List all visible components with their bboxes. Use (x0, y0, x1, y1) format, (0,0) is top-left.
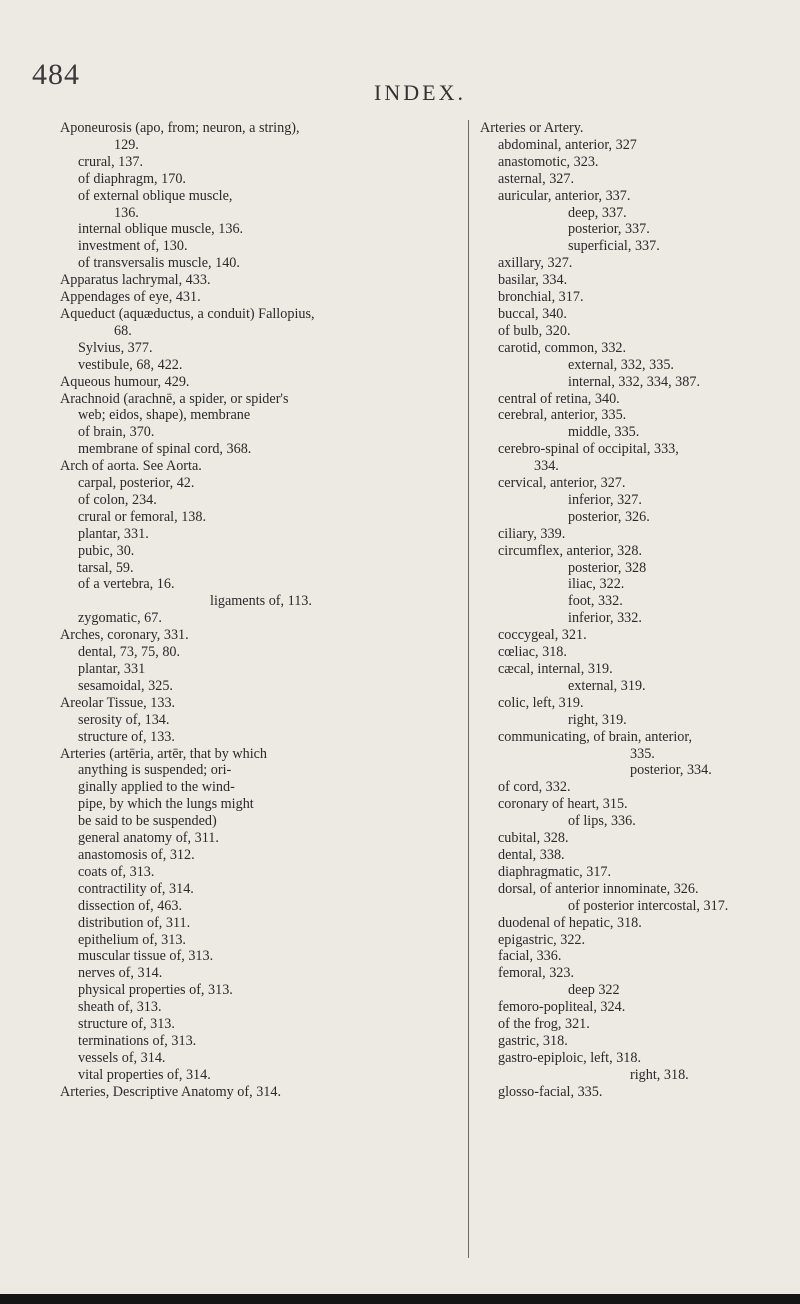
index-column-right (480, 120, 792, 1101)
page-bottom-edge (0, 1294, 800, 1304)
index-entry: bronchial, 317. (498, 289, 584, 306)
index-entry: of a vertebra, 16. (78, 576, 175, 593)
index-entry: inferior, 327. (568, 491, 642, 508)
index-entry: colic, left, 319. (498, 694, 584, 711)
index-entry: facial, 336. (498, 948, 562, 965)
index-entry: cerebro-spinal of occipital, 333, (498, 441, 679, 458)
index-entry: posterior, 326. (568, 508, 650, 525)
index-entry: circumflex, anterior, 328. (498, 542, 643, 559)
index-entry: membrane of spinal cord, 368. (78, 441, 252, 458)
index-entry: crural or femoral, 138. (78, 508, 207, 525)
index-entry: right, 318. (630, 1066, 689, 1083)
index-entry: distribution of, 311. (78, 914, 191, 931)
index-entry: middle, 335. (568, 424, 640, 441)
index-entry: investment of, 130. (78, 238, 188, 255)
index-entry: Aponeurosis (apo, from; neuron, a string), (60, 120, 300, 136)
index-entry: tarsal, 59. (78, 559, 134, 576)
index-entry: deep 322 (568, 982, 620, 999)
index-entry: 129. (114, 136, 139, 153)
index-entry: asternal, 327. (498, 170, 575, 187)
index-entry: diaphragmatic, 317. (498, 863, 612, 880)
index-entry: right, 319. (568, 711, 627, 728)
index-entry: glosso-facial, 335. (498, 1083, 603, 1100)
index-entry: superficial, 337. (568, 238, 660, 255)
index-entry: auricular, anterior, 337. (498, 187, 631, 204)
index-entry: Arch of aorta. See Aorta. (60, 458, 202, 475)
index-column-left (60, 120, 464, 1101)
index-entry: dorsal, of anterior innominate, 326. (498, 880, 699, 897)
index-entry: Arteries (artēria, artēr, that by which (60, 745, 268, 762)
index-entry: contractility of, 314. (78, 880, 194, 897)
index-entry: femoral, 323. (498, 965, 575, 982)
index-entry: ginally applied to the wind- (78, 779, 235, 796)
index-entry: cæcal, internal, 319. (498, 661, 613, 677)
index-entry: femoro-popliteal, 324. (498, 999, 626, 1016)
index-entry: foot, 332. (568, 593, 623, 610)
index-entry: external, 319. (568, 677, 646, 694)
index-entry: structure of, 133. (78, 728, 175, 745)
column-divider (468, 120, 469, 1258)
index-entry: plantar, 331. (78, 525, 149, 542)
index-entry: cœliac, 318. (498, 644, 567, 661)
index-entry: Aqueduct (aquæductus, a conduit) Fallopius, (60, 305, 315, 322)
index-entry: cerebral, anterior, 335. (498, 407, 627, 424)
index-entry: 334. (534, 458, 559, 475)
index-entry: anastomosis of, 312. (78, 846, 195, 863)
index-entry: Apparatus lachrymal, 433. (60, 272, 211, 289)
running-head: INDEX. (374, 80, 466, 105)
index-entry: epigastric, 322. (498, 931, 586, 948)
index-entry: of the frog, 321. (498, 1016, 590, 1033)
index-entry: nerves of, 314. (78, 965, 163, 982)
index-entry: central of retina, 340. (498, 390, 620, 407)
index-entry: general anatomy of, 311. (78, 830, 219, 847)
index-entry: dental, 73, 75, 80. (78, 644, 181, 661)
index-entry: gastro-epiploic, left, 318. (498, 1049, 642, 1066)
index-entry: plantar, 331 (78, 661, 146, 677)
index-entry: vessels of, 314. (78, 1049, 166, 1066)
index-entry: of posterior intercostal, 317. (568, 897, 729, 914)
index-entry: abdominal, anterior, 327 (498, 136, 637, 153)
index-entry: posterior, 337. (568, 221, 650, 238)
index-entry: posterior, 334. (630, 762, 712, 779)
index-entry: external, 332, 335. (568, 356, 674, 373)
index-entry: ligaments of, 113. (210, 593, 312, 610)
index-entry: 335. (630, 745, 655, 762)
index-entry: cubital, 328. (498, 830, 569, 847)
index-entry: coats of, 313. (78, 863, 155, 880)
index-entry: posterior, 328 (568, 559, 647, 576)
index-entry: crural, 137. (78, 153, 144, 170)
index-entry: internal, 332, 334, 387. (568, 373, 701, 390)
index-entry: physical properties of, 313. (78, 982, 233, 999)
index-entry: of diaphragm, 170. (78, 170, 186, 187)
index-entry: dissection of, 463. (78, 897, 183, 914)
index-entry: 136. (114, 204, 139, 221)
index-entry: anything is suspended; ori- (78, 762, 232, 779)
index-entry: Appendages of eye, 431. (60, 289, 201, 306)
index-entry: basilar, 334. (498, 272, 568, 289)
index-entry: of cord, 332. (498, 779, 571, 796)
index-entry: 68. (114, 322, 132, 339)
index-entry: of lips, 336. (568, 813, 636, 830)
index-entry: duodenal of hepatic, 318. (498, 914, 642, 931)
index-entry: pubic, 30. (78, 542, 135, 559)
index-entry: iliac, 322. (568, 576, 625, 593)
index-entry: sheath of, 313. (78, 999, 162, 1016)
page-number: 484 (32, 58, 80, 91)
index-entry: vital properties of, 314. (78, 1066, 211, 1083)
index-entry: serosity of, 134. (78, 711, 170, 728)
index-entry: Arches, coronary, 331. (60, 627, 189, 644)
index-entry: terminations of, 313. (78, 1032, 197, 1049)
index-entry: gastric, 318. (498, 1032, 568, 1049)
index-entry: ciliary, 339. (498, 525, 566, 542)
index-entry: deep, 337. (568, 204, 627, 221)
index-entry: Arteries, Descriptive Anatomy of, 314. (60, 1083, 282, 1100)
index-entry: structure of, 313. (78, 1016, 175, 1033)
index-entry: be said to be suspended) (78, 813, 217, 830)
index-entry: Sylvius, 377. (78, 339, 153, 356)
index-entry: of colon, 234. (78, 491, 157, 508)
index-entry: of bulb, 320. (498, 322, 571, 339)
index-entry: buccal, 340. (498, 305, 567, 322)
index-entry: carotid, common, 332. (498, 339, 627, 356)
index-entry: Areolar Tissue, 133. (60, 694, 176, 711)
index-entry: pipe, by which the lungs might (78, 796, 254, 813)
index-entry: cervical, anterior, 327. (498, 475, 626, 492)
index-entry: of transversalis muscle, 140. (78, 255, 240, 272)
index-entry: web; eidos, shape), membrane (78, 407, 251, 424)
index-entry: dental, 338. (498, 846, 565, 863)
index-entry: anastomotic, 323. (498, 153, 599, 170)
index-entry: of brain, 370. (78, 424, 155, 441)
index-entry: axillary, 327. (498, 255, 573, 272)
index-entry: internal oblique muscle, 136. (78, 221, 244, 238)
index-entry: inferior, 332. (568, 610, 642, 627)
index-entry: Aqueous humour, 429. (60, 373, 190, 390)
index-entry: muscular tissue of, 313. (78, 948, 214, 965)
index-entry: Arachnoid (arachnē, a spider, or spider's (60, 390, 289, 407)
index-entry: sesamoidal, 325. (78, 677, 173, 694)
index-entry: communicating, of brain, anterior, (498, 728, 693, 745)
index-entry: epithelium of, 313. (78, 931, 186, 948)
index-entry: of external oblique muscle, (78, 187, 233, 204)
index-entry: zygomatic, 67. (78, 610, 162, 627)
index-entry: coronary of heart, 315. (498, 796, 628, 813)
index-entry: Arteries or Artery. (480, 120, 584, 136)
index-entry: vestibule, 68, 422. (78, 356, 183, 373)
index-entry: carpal, posterior, 42. (78, 475, 195, 492)
index-entry: coccygeal, 321. (498, 627, 587, 644)
